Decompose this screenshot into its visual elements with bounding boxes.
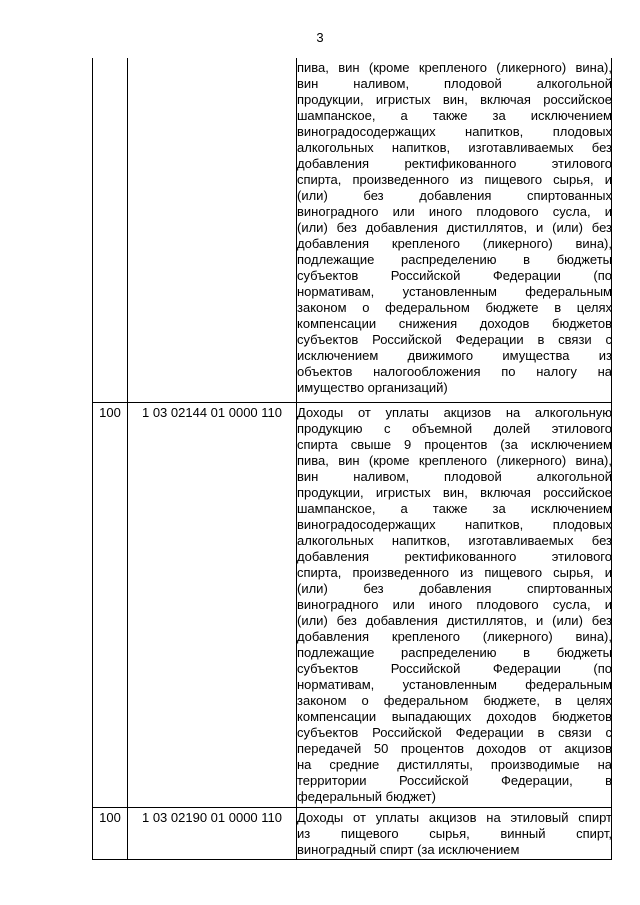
description-line: добавления ректификованного этилового (297, 156, 612, 171)
description-line: спирта, произведенного из пищевого сырья, и (297, 172, 612, 187)
description-line: вин наливом, плодовой алкогольной (297, 76, 612, 91)
description-line: подлежащие распределению в бюджеты (297, 252, 612, 267)
description-line: субъектов Российской Федерации в связи с (297, 725, 612, 740)
description-line: спирта, произведенного из пищевого сырья, и (297, 565, 612, 580)
description-line: виноградного или иного плодового сусла, и (297, 204, 612, 219)
description-line: шампанское, а также за исключением (297, 501, 612, 516)
description-line: компенсации снижения доходов бюджетов (297, 316, 612, 331)
description-cell (297, 60, 612, 396)
description-line: компенсации выпадающих доходов бюджетов (297, 709, 612, 724)
description-line: законом о федеральном бюджете, в целях (297, 693, 612, 708)
kbk-code-cell: 1 03 02190 01 0000 110 (141, 810, 282, 825)
description-line: нормативам, установленным федеральным (297, 677, 612, 692)
description-line: виноградосодержащих напитков, плодовых (297, 517, 612, 532)
description-line: добавления крепленого (ликерного) вина), (297, 236, 612, 251)
table-border-bottom (92, 859, 612, 860)
description-line: (или) без добавления спиртованных (297, 581, 612, 596)
description-line: продукции, игристых вин, включая российское (297, 485, 612, 500)
description-line: из пищевого сырья, винный спирт, (297, 826, 612, 841)
description-line: пива, вин (кроме крепленого (ликерного) вина), (297, 60, 612, 75)
description-line: субъектов Российской Федерации (по (297, 661, 612, 676)
description-line: алкогольных напитков, изготавливаемых без (297, 140, 612, 155)
description-line: шампанское, а также за исключением (297, 108, 612, 123)
description-line: субъектов Российской Федерации в связи с (297, 332, 612, 347)
kbk-code-cell: 1 03 02144 01 0000 110 (141, 405, 282, 420)
description-line: подлежащие распределению в бюджеты (297, 645, 612, 660)
description-line: алкогольных напитков, изготавливаемых без (297, 533, 612, 548)
description-line: продукции, игристых вин, включая российское (297, 92, 612, 107)
description-line: нормативам, установленным федеральным (297, 284, 612, 299)
revenue-table (92, 58, 612, 860)
description-line: имущество организаций) (297, 380, 448, 395)
description-line: исключением движимого имущества из (297, 348, 612, 363)
column-divider-code (127, 58, 128, 860)
description-line: (или) без добавления дистиллятов, и (или) без (297, 220, 612, 235)
row-divider (92, 807, 612, 808)
description-line: объектов налогообложения по налогу на (297, 364, 612, 379)
admin-code-cell: 100 (99, 405, 121, 420)
page-number: 3 (316, 30, 324, 45)
description-line: виноградосодержащих напитков, плодовых (297, 124, 612, 139)
description-line: Доходы от уплаты акцизов на алкогольную (297, 405, 612, 420)
description-line: на средние дистилляты, производимые на (297, 757, 612, 772)
description-line: виноградного или иного плодового сусла, и (297, 597, 612, 612)
description-line: федеральный бюджет) (297, 789, 436, 804)
description-line: добавления крепленого (ликерного) вина), (297, 629, 612, 644)
description-line: продукцию с объемной долей этилового (297, 421, 612, 436)
table-border-left (92, 58, 93, 860)
description-line: добавления ректификованного этилового (297, 549, 612, 564)
description-line: Доходы от уплаты акцизов на этиловый спирт (297, 810, 612, 825)
description-line: законом о федеральном бюджете в целях (297, 300, 612, 315)
description-line: субъектов Российской Федерации (по (297, 268, 612, 283)
row-divider (92, 402, 612, 403)
description-line: территории Российской Федерации, в (297, 773, 612, 788)
description-line: спирта свыше 9 процентов (за исключением (297, 437, 612, 452)
description-line: (или) без добавления спиртованных (297, 188, 612, 203)
description-cell (297, 405, 612, 805)
description-line: (или) без добавления дистиллятов, и (или) без (297, 613, 612, 628)
description-line: пива, вин (кроме крепленого (ликерного) вина), (297, 453, 612, 468)
description-cell (297, 810, 612, 858)
description-line: передачей 50 процентов доходов от акцизов (297, 741, 612, 756)
description-line: виноградный спирт (за исключением (297, 842, 520, 857)
description-line: вин наливом, плодовой алкогольной (297, 469, 612, 484)
admin-code-cell: 100 (99, 810, 121, 825)
